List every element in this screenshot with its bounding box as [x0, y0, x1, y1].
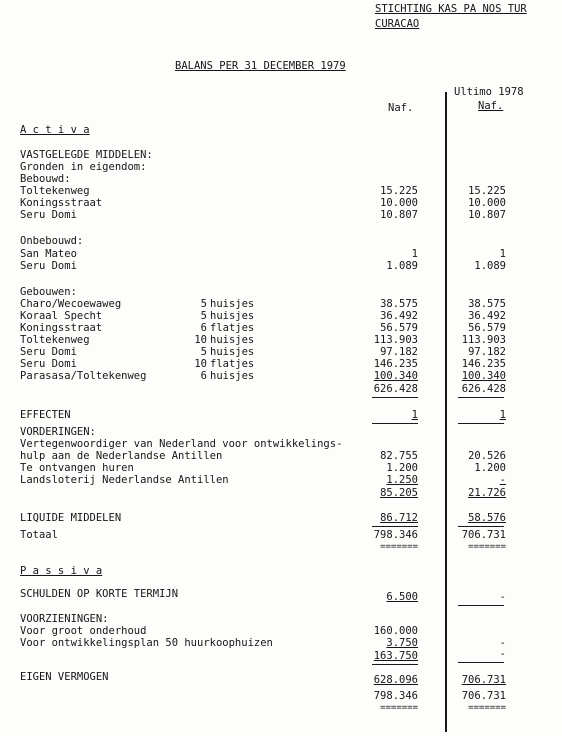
row-prior: 1.089 — [474, 260, 506, 272]
row-current: 10.807 — [380, 209, 418, 221]
row-current: 100.340 — [373, 370, 418, 382]
row-prior: 56.579 — [468, 322, 506, 334]
totaal-activa-current: 798.346 — [373, 529, 418, 541]
row-label: Koraal Specht — [20, 310, 103, 322]
totaal-passiva-prior: 706.731 — [461, 690, 506, 702]
label-gebouwen: Gebouwen: — [20, 286, 77, 298]
label-gronden: Gronden in eigendom: — [20, 161, 147, 173]
effecten-current: 1 — [411, 409, 418, 421]
row-count: 10 — [194, 334, 207, 346]
row-unit: huisjes — [210, 370, 255, 382]
row-current: 146.235 — [373, 358, 418, 370]
row-label: Voor ontwikkelingsplan 50 huurkoophuizen — [20, 637, 273, 649]
row-current: 15.225 — [380, 185, 418, 197]
vastgelegde-total-prior: 626.428 — [461, 383, 506, 395]
voorzieningen-total-prior: - — [499, 648, 506, 660]
column-divider — [445, 92, 447, 732]
row-prior: 15.225 — [468, 185, 506, 197]
row-label: Seru Domi — [20, 209, 77, 221]
liquide-prior: 58.576 — [468, 512, 506, 524]
row-unit: flatjes — [210, 358, 255, 370]
row-label: Toltekenweg — [20, 185, 90, 197]
row-current: 38.575 — [380, 298, 418, 310]
row-label: Seru Domi — [20, 260, 77, 272]
row-label: hulp aan de Nederlandse Antillen — [20, 450, 223, 462]
schulden-current: 6.500 — [386, 591, 418, 603]
row-label: San Mateo — [20, 248, 77, 260]
row-prior: 1.200 — [474, 462, 506, 474]
row-current: 1.200 — [386, 462, 418, 474]
double-underline: ======= — [468, 542, 506, 552]
row-unit: huisjes — [210, 346, 255, 358]
row-prior: - — [499, 637, 506, 649]
row-prior: - — [499, 474, 506, 486]
double-rule — [372, 397, 418, 399]
effecten-prior: 1 — [499, 409, 506, 421]
row-current: 1.089 — [386, 260, 418, 272]
vastgelegde-total-current: 626.428 — [373, 383, 418, 395]
row-prior: 10.000 — [468, 197, 506, 209]
section-voorzieningen: VOORZIENINGEN: — [20, 613, 109, 625]
row-prior: 1 — [499, 248, 506, 260]
row-label: Seru Domi — [20, 346, 77, 358]
row-unit: huisjes — [210, 310, 255, 322]
row-label: Voor groot onderhoud — [20, 625, 147, 637]
row-label: Seru Domi — [20, 358, 77, 370]
rule — [458, 662, 504, 663]
schulden-prior: - — [499, 591, 506, 603]
row-label: Toltekenweg — [20, 334, 90, 346]
row-count: 10 — [194, 358, 207, 370]
voorzieningen-total-current: 163.750 — [373, 650, 418, 662]
column-currency-prior: Naf. — [478, 100, 504, 112]
vorderingen-total-current: 85.205 — [380, 487, 418, 499]
rule — [372, 664, 418, 665]
vorderingen-line: Vertegenwoordiger van Nederland voor ontwikkelings- — [20, 438, 343, 450]
row-count: 5 — [200, 310, 207, 322]
row-count: 6 — [200, 322, 207, 334]
row-label: Charo/Wecoewaweg — [20, 298, 122, 310]
row-count: 5 — [200, 298, 207, 310]
dashed-rule — [372, 423, 418, 424]
row-current: 113.903 — [373, 334, 418, 346]
row-current: 1.250 — [386, 474, 418, 486]
dashed-rule — [458, 605, 504, 606]
label-schulden: SCHULDEN OP KORTE TERMIJN — [20, 588, 179, 600]
label-liquide: LIQUIDE MIDDELEN — [20, 512, 122, 524]
row-prior: 10.807 — [468, 209, 506, 221]
row-count: 6 — [200, 370, 207, 382]
row-prior: 146.235 — [461, 358, 506, 370]
row-prior: 113.903 — [461, 334, 506, 346]
row-current: 56.579 — [380, 322, 418, 334]
row-current: 82.755 — [380, 450, 418, 462]
row-current: 36.492 — [380, 310, 418, 322]
dashed-rule — [458, 423, 504, 424]
organization-location: CURACAO — [375, 18, 420, 30]
label-eigen-vermogen: EIGEN VERMOGEN — [20, 671, 109, 683]
eigen-vermogen-prior: 706.731 — [461, 674, 506, 686]
row-label: Koningsstraat — [20, 197, 103, 209]
section-vorderingen: VORDERINGEN: — [20, 426, 96, 438]
row-unit: flatjes — [210, 322, 255, 334]
row-prior: 36.492 — [468, 310, 506, 322]
double-underline: ======= — [380, 703, 418, 713]
dashed-rule — [372, 526, 418, 527]
column-currency-current: Naf. — [388, 102, 414, 114]
dashed-rule — [458, 526, 504, 527]
label-totaal: Totaal — [20, 529, 58, 541]
column-header-prior: Ultimo 1978 — [454, 86, 524, 98]
row-label: Te ontvangen huren — [20, 462, 134, 474]
row-prior: 20.526 — [468, 450, 506, 462]
activa-heading: A c t i v a — [20, 124, 90, 136]
row-prior: 38.575 — [468, 298, 506, 310]
totaal-passiva-current: 798.346 — [373, 690, 418, 702]
row-current: 160.000 — [373, 625, 418, 637]
section-vastgelegde: VASTGELEGDE MIDDELEN: — [20, 149, 153, 161]
document-title: BALANS PER 31 DECEMBER 1979 — [175, 60, 346, 72]
row-label: Landsloterij Nederlandse Antillen — [20, 474, 229, 486]
organization-name: STICHTING KAS PA NOS TUR — [375, 3, 527, 15]
label-onbebouwd: Onbebouwd: — [20, 235, 84, 247]
double-underline: ======= — [468, 703, 506, 713]
label-bebouwd: Bebouwd: — [20, 173, 71, 185]
row-label: Parasasa/Toltekenweg — [20, 370, 147, 382]
label-effecten: EFFECTEN — [20, 409, 71, 421]
totaal-activa-prior: 706.731 — [461, 529, 506, 541]
vorderingen-total-prior: 21.726 — [468, 487, 506, 499]
double-rule — [458, 397, 504, 399]
passiva-heading: P a s s i v a — [20, 565, 103, 577]
row-current: 10.000 — [380, 197, 418, 209]
row-unit: huisjes — [210, 298, 255, 310]
row-label: Koningsstraat — [20, 322, 103, 334]
row-count: 5 — [200, 346, 207, 358]
row-current: 97.182 — [380, 346, 418, 358]
eigen-vermogen-current: 628.096 — [373, 674, 418, 686]
row-current: 3.750 — [386, 637, 418, 649]
row-prior: 100.340 — [461, 370, 506, 382]
row-unit: huisjes — [210, 334, 255, 346]
double-underline: ======= — [380, 542, 418, 552]
liquide-current: 86.712 — [380, 512, 418, 524]
row-prior: 97.182 — [468, 346, 506, 358]
row-current: 1 — [411, 248, 418, 260]
